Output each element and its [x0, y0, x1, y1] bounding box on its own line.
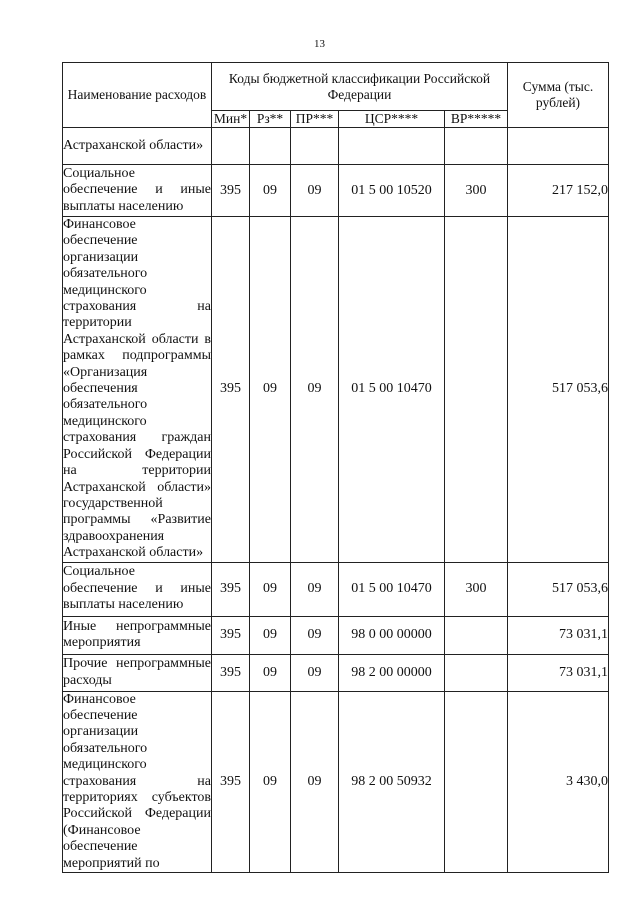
row-rz: 09 — [250, 165, 291, 217]
row-min: 395 — [212, 616, 250, 654]
header-codes-group: Коды бюджетной классификации Российской Федерации — [212, 63, 508, 111]
row-rz: 09 — [250, 217, 291, 563]
header-row — [63, 63, 609, 111]
table-row — [63, 562, 609, 616]
row-vr — [445, 691, 508, 872]
row-rz: 09 — [250, 654, 291, 691]
header-min: Мин* — [212, 111, 250, 128]
row-name: Финансовое обеспечение организации обязательного медицинского страхования на территориях субъектов Российской Федерации (Финансовое обеспечение мероприятий по — [63, 691, 211, 871]
row-min: 395 — [212, 217, 250, 563]
row-sum: 517 053,6 — [508, 217, 609, 563]
header-vr: ВР***** — [445, 111, 508, 128]
table-row — [63, 217, 609, 563]
row-pr: 09 — [291, 165, 339, 217]
row-min — [212, 128, 250, 165]
row-min: 395 — [212, 654, 250, 691]
page-number: 13 — [314, 38, 325, 50]
row-vr — [445, 654, 508, 691]
row-vr — [445, 217, 508, 563]
row-pr: 09 — [291, 217, 339, 563]
row-min: 395 — [212, 562, 250, 616]
row-min: 395 — [212, 691, 250, 872]
header-pr: ПР*** — [291, 111, 339, 128]
row-rz — [250, 128, 291, 165]
row-csr: 01 5 00 10520 — [339, 165, 445, 217]
row-pr: 09 — [291, 654, 339, 691]
row-sum: 517 053,6 — [508, 562, 609, 616]
row-pr: 09 — [291, 691, 339, 872]
row-csr: 01 5 00 10470 — [339, 562, 445, 616]
header-name: Наименование расходов — [63, 63, 212, 128]
table-row — [63, 616, 609, 654]
row-name: Финансовое обеспечение организации обязательного медицинского страхования на территории Астраханской области в рамках подпрограммы «Организация обеспечения обязательного медицинского страхования граждан Российской Федерации на территории Астраханской области» государственной программы «Развитие здравоохранения Астраханской области» — [63, 217, 211, 561]
row-pr — [291, 128, 339, 165]
row-name: Иные непрограммные мероприятия — [63, 616, 212, 654]
row-min: 395 — [212, 165, 250, 217]
row-sum: 73 031,1 — [508, 616, 609, 654]
row-vr — [445, 128, 508, 165]
header-rz: Рз** — [250, 111, 291, 128]
row-sum — [508, 128, 609, 165]
budget-table — [62, 62, 609, 873]
row-sum: 73 031,1 — [508, 654, 609, 691]
row-sum: 217 152,0 — [508, 165, 609, 217]
row-name: Прочие непрограммные расходы — [63, 654, 212, 691]
row-rz: 09 — [250, 691, 291, 872]
table-row — [63, 691, 609, 872]
row-csr: 98 2 00 00000 — [339, 654, 445, 691]
row-vr: 300 — [445, 165, 508, 217]
row-pr: 09 — [291, 562, 339, 616]
row-name: Астраханской области» — [63, 128, 212, 165]
row-name: Социальное обеспечение и иные выплаты населению — [63, 562, 212, 616]
table-row — [63, 128, 609, 165]
table-row — [63, 654, 609, 691]
row-csr: 98 2 00 50932 — [339, 691, 445, 872]
row-name: Социальное обеспечение и иные выплаты населению — [63, 165, 212, 217]
row-csr: 01 5 00 10470 — [339, 217, 445, 563]
row-pr: 09 — [291, 616, 339, 654]
row-csr — [339, 128, 445, 165]
row-csr: 98 0 00 00000 — [339, 616, 445, 654]
row-vr: 300 — [445, 562, 508, 616]
row-sum: 3 430,0 — [508, 691, 609, 872]
row-rz: 09 — [250, 562, 291, 616]
header-sum: Сумма (тыс. рублей) — [508, 63, 609, 128]
table-row — [63, 165, 609, 217]
header-csr: ЦСР**** — [339, 111, 445, 128]
row-rz: 09 — [250, 616, 291, 654]
row-vr — [445, 616, 508, 654]
